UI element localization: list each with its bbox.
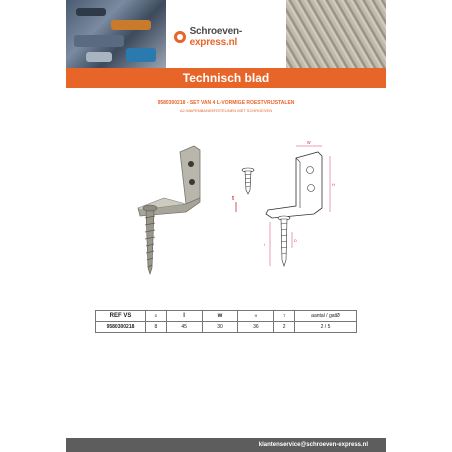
dim-l-label: l [264, 242, 265, 247]
title-bar [66, 68, 386, 88]
screw-icon [242, 168, 254, 194]
spec-table [95, 310, 357, 333]
brand-logo[interactable] [174, 26, 286, 48]
page-title: Technisch blad [182, 71, 270, 85]
dim-d-label: D [294, 238, 297, 243]
cell-h: 36 [238, 322, 274, 333]
header-w: w [202, 311, 238, 322]
cell-count-hole: 2 / 5 [295, 322, 357, 333]
header-t: T [274, 311, 295, 322]
dim-w-label: w [307, 140, 311, 146]
cell-w: 30 [202, 322, 238, 333]
logo-area [166, 0, 286, 68]
logo-icon [174, 31, 186, 43]
table-header-row [96, 311, 357, 322]
product-subtitle: A2-WAPENBANKERSTEUNEN MET SCHROEVEN [179, 108, 273, 113]
tools-photo [66, 0, 166, 68]
cell-l: 45 [166, 322, 202, 333]
technical-drawing [226, 136, 346, 276]
header-h: H [238, 311, 274, 322]
logo-text-accent: express.nl [189, 37, 238, 48]
cell-ref: 9580300218 [96, 322, 146, 333]
datasheet-page [66, 0, 386, 452]
cell-d: 8 [146, 322, 167, 333]
header-d: D [146, 311, 167, 322]
cell-t: 2 [274, 322, 295, 333]
header-banner [66, 0, 386, 68]
product-title: 9580300218 - SET VAN 4 L-VORMIGE ROESTVRIJSTALEN [157, 100, 295, 106]
table-row [96, 322, 357, 333]
logo-text-main: Schroeven- [189, 26, 243, 37]
screws-photo [286, 0, 386, 68]
dim-h-label: H [332, 182, 335, 187]
footer-email-link[interactable]: klantenservice@schroeven-express.nl [258, 442, 368, 448]
header-count-hole: aantal / gatØ [295, 311, 357, 322]
footer-bar [66, 438, 386, 452]
dim-t-label: t [232, 196, 234, 202]
product-photo [124, 140, 214, 280]
header-l: l [166, 311, 202, 322]
header-ref: REF VS [96, 311, 146, 322]
